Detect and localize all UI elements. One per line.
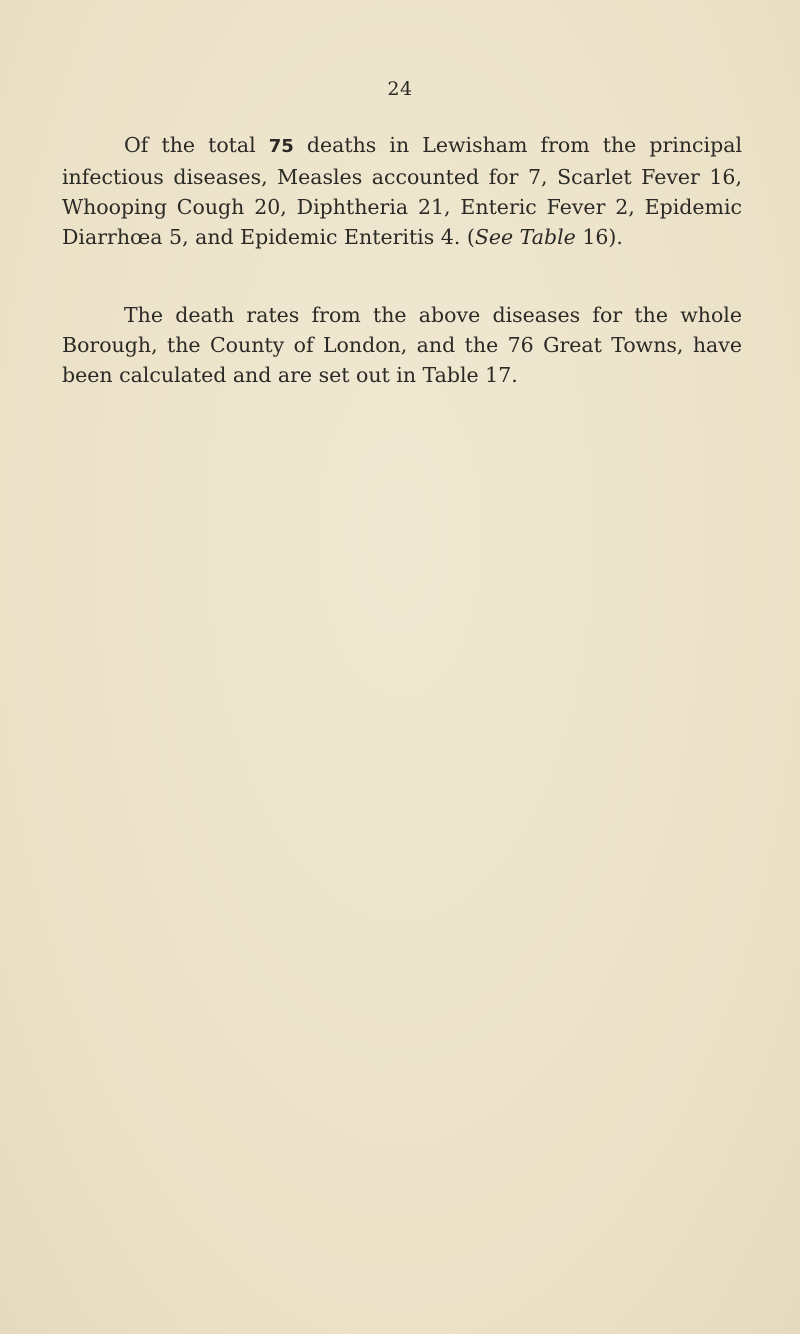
paragraph-line: The death rates from the above diseases for the whole (124, 303, 742, 327)
table-reference-italic: See Table (474, 225, 576, 249)
total-deaths-number: 75 (268, 136, 294, 157)
text-run: deaths in Lewisham from the principal (293, 133, 742, 157)
paragraph-line: Whooping Cough 20, Diphtheria 21, Enteric Fever 2, Epidemic (62, 195, 742, 219)
paragraph-death-rates (62, 300, 742, 390)
text-run: 16). (575, 225, 623, 249)
text-run: Diarrhœa 5, and Epidemic Enteritis 4. ( (62, 225, 475, 249)
paragraph-infectious-deaths (62, 130, 742, 252)
paragraph-line: infectious diseases, Measles accounted for 7, Scarlet Fever 16, (62, 165, 742, 189)
paragraph-line: Borough, the County of London, and the 76 Great Towns, have (62, 333, 742, 357)
paragraph-line (62, 130, 742, 162)
paragraph-line (62, 222, 742, 252)
text-run: Of the total (124, 133, 269, 157)
page-number: 24 (387, 78, 413, 100)
paragraph-line: been calculated and are set out in Table 17. (62, 363, 518, 387)
